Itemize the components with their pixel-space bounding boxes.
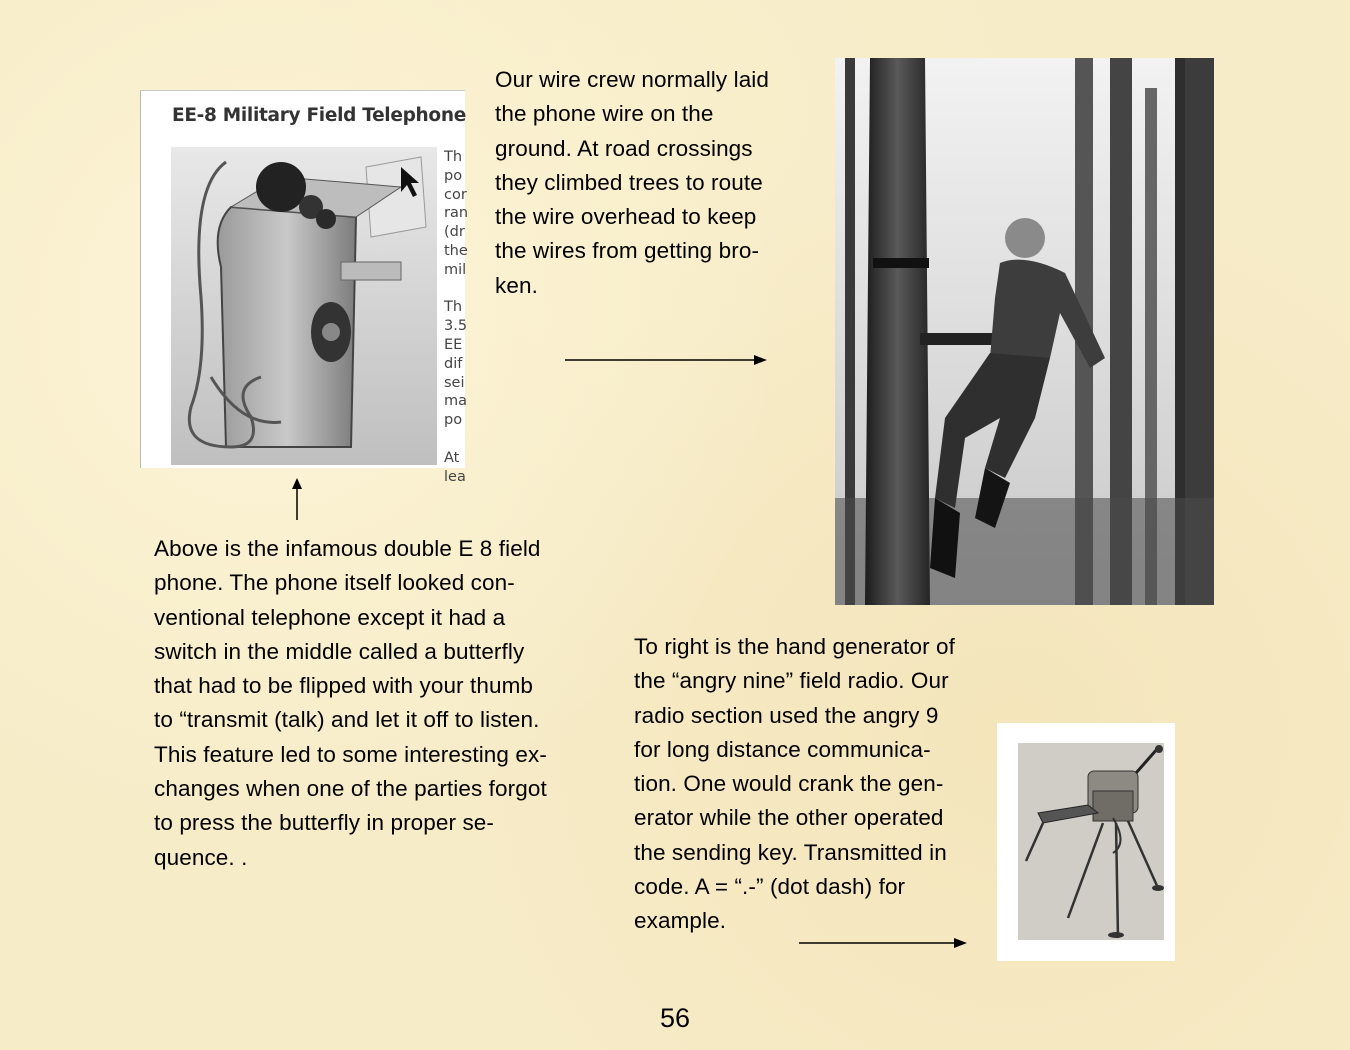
right-arrow-icon <box>563 352 769 368</box>
tree-climber-photo <box>835 58 1214 605</box>
ee8-paragraph: Above is the infamous double E 8 field phone. The phone itself looked con- ventional telephone except it had a switch in the middle called a butterfly that had to be flipped with your thumb to “transmit (talk) and let it off to listen. This feature led to some interesting ex- changes when one of the parties forgot to press the butterfly in proper se- quence. . <box>154 536 547 870</box>
page-number: 56 <box>659 1003 691 1033</box>
right-arrow-icon <box>797 935 969 951</box>
generator-paragraph: To right is the hand generator of the “angry nine” field radio. Our radio section used the angry 9 for long distance communica- tion. One would crank the gen- erator while the other operated the sending key. Transmitted in code. A = “.-” (dot dash) for example. <box>634 634 956 934</box>
ee8-side-text: Th po cor ran (dr the mil Th 3.5 EE dif sei ma po At lea <box>444 149 469 485</box>
up-arrow-icon <box>289 476 305 522</box>
hand-generator-photo <box>1018 743 1164 940</box>
wire-crew-paragraph: Our wire crew normally laid the phone wire on the ground. At road crossings they climbed trees to route the wire overhead to keep the wires from getting bro- ken. <box>495 67 770 298</box>
generator-photo-frame <box>997 723 1175 961</box>
ee8-title: EE-8 Military Field Telephone <box>172 105 466 126</box>
ee8-telephone-photo <box>171 147 437 465</box>
ee8-screenshot <box>140 90 469 485</box>
